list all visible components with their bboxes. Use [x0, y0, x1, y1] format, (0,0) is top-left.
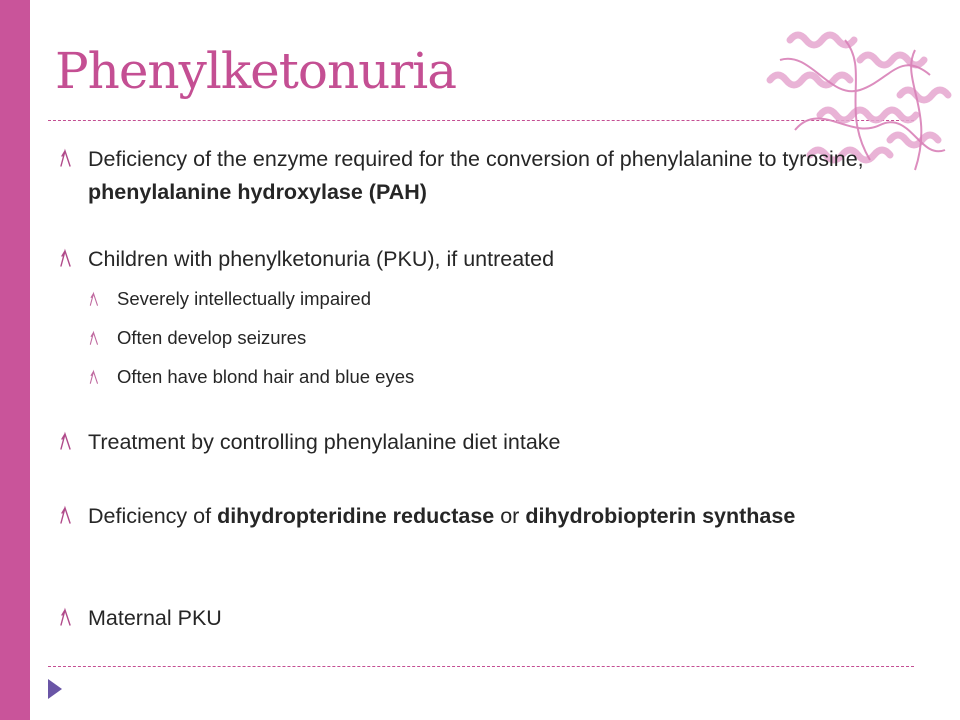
bullet-item	[88, 243, 928, 276]
sub-bullet-item	[117, 326, 917, 350]
text-run: Children with phenylketonuria (PKU), if untreated	[88, 247, 555, 271]
bullet-item	[88, 143, 928, 209]
bullet-item	[88, 500, 928, 533]
bullet-glyph-icon	[88, 369, 99, 385]
text-run: Deficiency of the enzyme required for the conversion of phenylalanine to tyrosine,	[88, 147, 864, 171]
bullet-text	[88, 500, 928, 533]
bullet-glyph-icon	[58, 148, 72, 168]
bullet-glyph-icon	[58, 431, 72, 451]
bold-term: dihydropteridine reductase	[217, 504, 495, 528]
text-run: Often have blond hair and blue eyes	[117, 366, 415, 387]
text-run: or	[494, 504, 526, 528]
bullet-glyph-icon	[88, 330, 99, 346]
sub-bullet-item	[117, 287, 917, 311]
bullet-glyph-icon	[58, 505, 72, 525]
text-run: Maternal PKU	[88, 606, 222, 630]
bullet-text	[88, 143, 928, 209]
bullet-text	[117, 365, 917, 389]
bullet-glyph-icon	[58, 607, 72, 627]
bullet-item	[88, 602, 928, 635]
bullet-item	[88, 426, 928, 459]
play-arrow-icon	[47, 678, 63, 700]
bullet-text	[88, 602, 928, 635]
bullet-text	[88, 243, 928, 276]
footer-divider	[48, 666, 914, 667]
bullet-glyph-icon	[58, 248, 72, 268]
sub-bullet-item	[117, 365, 917, 389]
bold-term: dihydrobiopterin synthase	[525, 504, 796, 528]
text-run: Deficiency of	[88, 504, 218, 528]
text-run: Treatment by controlling phenylalanine diet intake	[88, 430, 561, 454]
bold-term: phenylalanine hydroxylase (PAH)	[88, 180, 427, 204]
text-run: Severely intellectually impaired	[117, 288, 371, 309]
slide-title: Phenylketonuria	[55, 42, 457, 100]
bullet-glyph-icon	[88, 291, 99, 307]
text-run: Often develop seizures	[117, 327, 307, 348]
bullet-text	[88, 426, 928, 459]
bullet-text	[117, 326, 917, 350]
bullet-text	[117, 287, 917, 311]
